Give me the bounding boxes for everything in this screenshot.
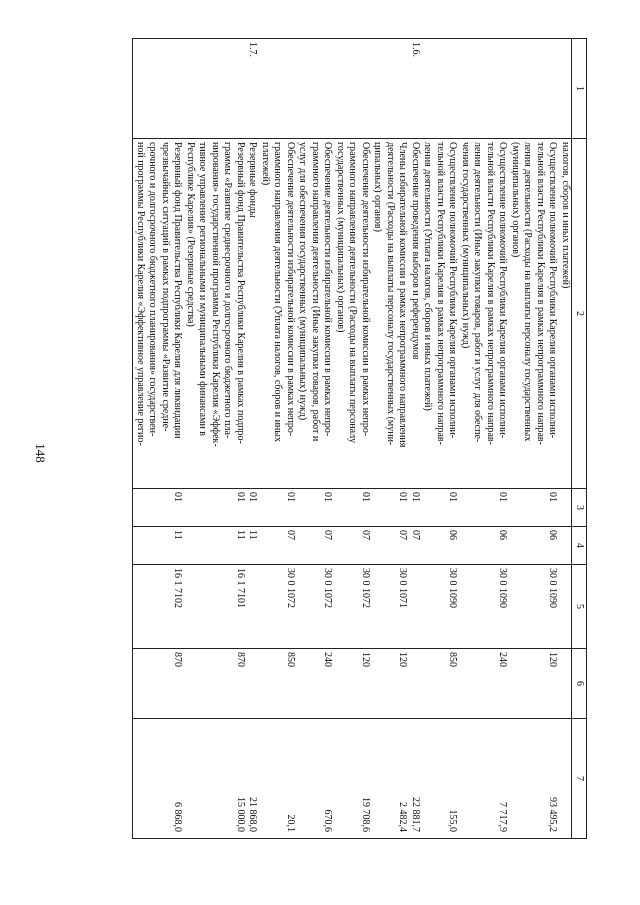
section-code-cell xyxy=(421,489,459,527)
expense-type-cell xyxy=(459,649,509,719)
cell-line: 01 xyxy=(410,492,421,502)
cell-line: граммного направления деятельности (Иные закупки товаров, работ и xyxy=(310,142,321,442)
header-cell: 3 xyxy=(572,489,587,527)
subsection-code-cell xyxy=(559,527,572,565)
table-row xyxy=(421,39,459,839)
target-article-cell xyxy=(296,565,334,649)
row-number-cell xyxy=(133,39,184,139)
cell-line: 07 xyxy=(322,530,334,540)
section-code-cell xyxy=(459,489,509,527)
table-row xyxy=(371,39,421,839)
cell-line: граммы «Развитие среднесрочного и долгосрочного бюджетного пла- xyxy=(222,142,234,439)
cell-line: 870 xyxy=(235,652,246,667)
expense-type-cell xyxy=(371,649,421,719)
section-code-cell xyxy=(371,489,421,527)
cell-line xyxy=(246,652,259,715)
cell-line: тивное управление региональными и муниципальными финансами в xyxy=(197,142,209,437)
cell-line: 01 xyxy=(235,492,246,502)
cell-line: государственных (муниципальных) органов) xyxy=(335,142,346,333)
cell-line: 2 482,4 xyxy=(397,802,409,832)
cell-line: 11 xyxy=(247,530,259,540)
subsection-code-cell xyxy=(259,527,297,565)
cell-line: 06 xyxy=(547,530,559,540)
row-number-cell xyxy=(259,39,297,139)
item-name-cell xyxy=(459,139,509,489)
cell-line: услуг для обеспечения государственных (муниципальных) нужд) xyxy=(297,142,309,421)
row-number-cell xyxy=(334,39,372,139)
cell-line: ления деятельности (Расходы на выплаты персоналу государственных xyxy=(522,142,534,442)
header-cell: 6 xyxy=(572,649,587,719)
table-row xyxy=(459,39,509,839)
target-article-cell xyxy=(184,565,259,649)
target-article-cell xyxy=(459,565,509,649)
cell-line: 30 0 1072 xyxy=(360,568,371,608)
cell-line: Резервные фонды xyxy=(247,142,259,218)
cell-line: 01 xyxy=(285,492,296,502)
target-article-cell xyxy=(259,565,297,649)
cell-line: 850 xyxy=(285,652,296,667)
amount-cell xyxy=(509,719,559,839)
subsection-code-cell xyxy=(296,527,334,565)
table-body xyxy=(133,39,572,839)
cell-line: 01 xyxy=(247,492,259,502)
cell-line: 30 0 1071 xyxy=(397,568,409,608)
expense-type-cell xyxy=(509,649,559,719)
cell-line: 7 717,9 xyxy=(497,802,509,832)
cell-line: 01 xyxy=(497,492,509,502)
cell-line: деятельности (Расходы на выплаты персоналу государственных (муни- xyxy=(385,142,396,446)
header-row xyxy=(572,39,587,839)
expense-type-cell xyxy=(259,649,297,719)
row-number-cell xyxy=(509,39,559,139)
subsection-code-cell xyxy=(133,527,184,565)
expense-type-cell xyxy=(421,649,459,719)
cell-line: 01 xyxy=(547,492,559,502)
cell-line: ления деятельности (Уплата налогов, сборов и иных платежей) xyxy=(422,142,434,411)
target-article-cell xyxy=(133,565,184,649)
cell-line: 30 0 1090 xyxy=(497,568,509,608)
cell-line: Обеспечение деятельности избирательной комиссии в рамках непро- xyxy=(322,142,334,437)
item-name-cell xyxy=(371,139,421,489)
amount-cell xyxy=(371,719,421,839)
item-name-cell xyxy=(334,139,372,489)
target-article-cell xyxy=(371,565,421,649)
amount-cell xyxy=(459,719,509,839)
cell-line: 120 xyxy=(547,652,559,667)
cell-line: чения государственных (муниципальных) нужд) xyxy=(460,142,471,349)
cell-line: налогов, сборов и иных платежей) xyxy=(560,142,571,289)
item-name-cell xyxy=(421,139,459,489)
cell-line: граммного направления деятельности (Расходы на выплаты персоналу xyxy=(347,142,359,444)
cell-line: Осуществление полномочий Республики Карелия органами исполни- xyxy=(497,142,509,439)
cell-line: Обеспечение деятельности избирательной комиссии в рамках непро- xyxy=(285,142,296,437)
row-number-cell xyxy=(459,39,509,139)
section-code-cell xyxy=(184,489,259,527)
subsection-code-cell xyxy=(421,527,459,565)
cell-line: 07 xyxy=(397,530,409,540)
expense-type-cell xyxy=(133,649,184,719)
cell-line: чрезвычайных ситуаций в рамках подпрограммы «Развитие средне- xyxy=(160,142,171,432)
table-row xyxy=(334,39,372,839)
section-code-cell xyxy=(559,489,572,527)
cell-line: 240 xyxy=(322,652,334,667)
header-cell: 1 xyxy=(572,39,587,139)
cell-line xyxy=(246,568,259,645)
header-cell: 7 xyxy=(572,719,587,839)
cell-line: 30 0 1090 xyxy=(547,568,559,608)
header-cell: 2 xyxy=(572,139,587,489)
item-name-cell xyxy=(296,139,334,489)
cell-line: платежей) xyxy=(260,142,271,186)
table-row xyxy=(296,39,334,839)
section-code-cell xyxy=(133,489,184,527)
target-article-cell xyxy=(559,565,572,649)
cell-line: 06 xyxy=(447,530,459,540)
item-name-cell xyxy=(184,139,259,489)
cell-line: 07 xyxy=(285,530,296,540)
cell-line: ления деятельности (Иные закупки товаров, работ и услуг для обеспе- xyxy=(472,142,484,443)
cell-line: нирования» государственной программы Республики Карелия «Эффек- xyxy=(210,142,221,447)
cell-line: 850 xyxy=(447,652,459,667)
row-number-cell xyxy=(296,39,334,139)
section-code-cell xyxy=(509,489,559,527)
cell-line: Осуществление полномочий Республики Карелия органами исполни- xyxy=(547,142,559,439)
cell-line: 30 0 1072 xyxy=(322,568,334,608)
amount-cell xyxy=(296,719,334,839)
table-row xyxy=(509,39,559,839)
cell-line: 870 xyxy=(172,652,184,667)
cell-line: тельной власти Республики Карелия в рамках непрограммного направ- xyxy=(435,142,446,445)
amount-cell xyxy=(559,719,572,839)
cell-line: (муниципальных) органов) xyxy=(510,142,521,258)
cell-line: 19 708,6 xyxy=(360,797,371,832)
section-code-cell xyxy=(334,489,372,527)
table-row xyxy=(133,39,184,839)
budget-table xyxy=(133,38,588,839)
cell-line: граммного направления деятельности (Уплата налогов, сборов и иных xyxy=(272,142,284,442)
expense-type-cell xyxy=(296,649,334,719)
cell-line: ной программы Республики Карелия «Эффективное управление регио- xyxy=(135,142,146,446)
cell-line: 30 0 1090 xyxy=(447,568,459,608)
cell-line: срочного и долгосрочного бюджетного планирования» государствен- xyxy=(147,142,159,437)
cell-line xyxy=(409,652,422,715)
subsection-code-cell xyxy=(184,527,259,565)
cell-line: 30 0 1072 xyxy=(285,568,296,608)
table-row xyxy=(559,39,572,839)
cell-line: 20,1 xyxy=(285,814,296,832)
cell-line: Обеспечение деятельности избирательной комиссии в рамках непро- xyxy=(360,142,371,437)
header-cell: 4 xyxy=(572,527,587,565)
amount-cell xyxy=(334,719,372,839)
cell-line: Члены избирательной комиссии в рамках непрограммного направления xyxy=(397,142,409,448)
cell-line: Резервный фонд Правительства Республики Карелия в рамках подпро- xyxy=(235,142,246,444)
cell-line: 01 xyxy=(172,492,184,502)
header-cell: 5 xyxy=(572,565,587,649)
row-number-cell xyxy=(184,39,259,139)
row-number-cell xyxy=(559,39,572,139)
cell-line: Обеспечение проведения выборов и референдумов xyxy=(410,142,421,360)
amount-cell xyxy=(133,719,184,839)
cell-line: 1.6. xyxy=(410,42,421,57)
amount-cell xyxy=(184,719,259,839)
section-code-cell xyxy=(296,489,334,527)
cell-line: 6 868,0 xyxy=(172,802,184,832)
cell-line: тельной власти Республики Карелия в рамках непрограммного направ- xyxy=(535,142,546,445)
item-name-cell xyxy=(259,139,297,489)
expense-type-cell xyxy=(559,649,572,719)
subsection-code-cell xyxy=(509,527,559,565)
item-name-cell xyxy=(559,139,572,489)
cell-line: 155,0 xyxy=(447,809,459,832)
expense-type-cell xyxy=(184,649,259,719)
item-name-cell xyxy=(133,139,184,489)
subsection-code-cell xyxy=(334,527,372,565)
cell-line: 11 xyxy=(235,530,246,540)
subsection-code-cell xyxy=(371,527,421,565)
cell-line: 240 xyxy=(497,652,509,667)
row-number-cell xyxy=(371,39,421,139)
cell-line: ципальных) органов) xyxy=(372,142,384,232)
cell-line: 120 xyxy=(360,652,371,667)
expense-type-cell xyxy=(334,649,372,719)
cell-line: 01 xyxy=(322,492,334,502)
cell-line: тельной власти Республики Карелия в рамках непрограммного направ- xyxy=(485,142,496,445)
target-article-cell xyxy=(334,565,372,649)
cell-line: 01 xyxy=(447,492,459,502)
budget-table-rotated xyxy=(87,38,587,838)
row-number-cell xyxy=(421,39,459,139)
page-number: 148 xyxy=(33,443,48,463)
target-article-cell xyxy=(421,565,459,649)
cell-line: 120 xyxy=(397,652,409,667)
cell-line: 01 xyxy=(360,492,371,502)
cell-line: 670,6 xyxy=(322,809,334,832)
cell-line: Резервный фонд Правительства Республики Карелия для ликвидации xyxy=(172,142,184,439)
amount-cell xyxy=(421,719,459,839)
cell-line: 07 xyxy=(360,530,371,540)
cell-line: 06 xyxy=(497,530,509,540)
cell-line: 07 xyxy=(410,530,421,540)
amount-cell xyxy=(259,719,297,839)
cell-line: Осуществление полномочий Республики Карелия органами исполни- xyxy=(447,142,459,439)
cell-line: 11 xyxy=(172,530,184,540)
cell-line: 16 1 7102 xyxy=(172,568,184,608)
cell-line: 22 881,7 xyxy=(410,797,421,832)
cell-line: 15 000,0 xyxy=(235,797,246,832)
cell-line: Республике Карелия» (Резервные средства) xyxy=(185,142,196,327)
item-name-cell xyxy=(509,139,559,489)
cell-line xyxy=(409,568,422,645)
cell-line: 93 495,2 xyxy=(547,797,559,832)
table-row xyxy=(184,39,259,839)
cell-line: 1.7. xyxy=(247,42,259,57)
cell-line: 21 868,0 xyxy=(247,797,259,832)
cell-line: 01 xyxy=(397,492,409,502)
target-article-cell xyxy=(509,565,559,649)
section-code-cell xyxy=(259,489,297,527)
subsection-code-cell xyxy=(459,527,509,565)
cell-line: 16 1 7101 xyxy=(235,568,246,608)
table-row xyxy=(259,39,297,839)
